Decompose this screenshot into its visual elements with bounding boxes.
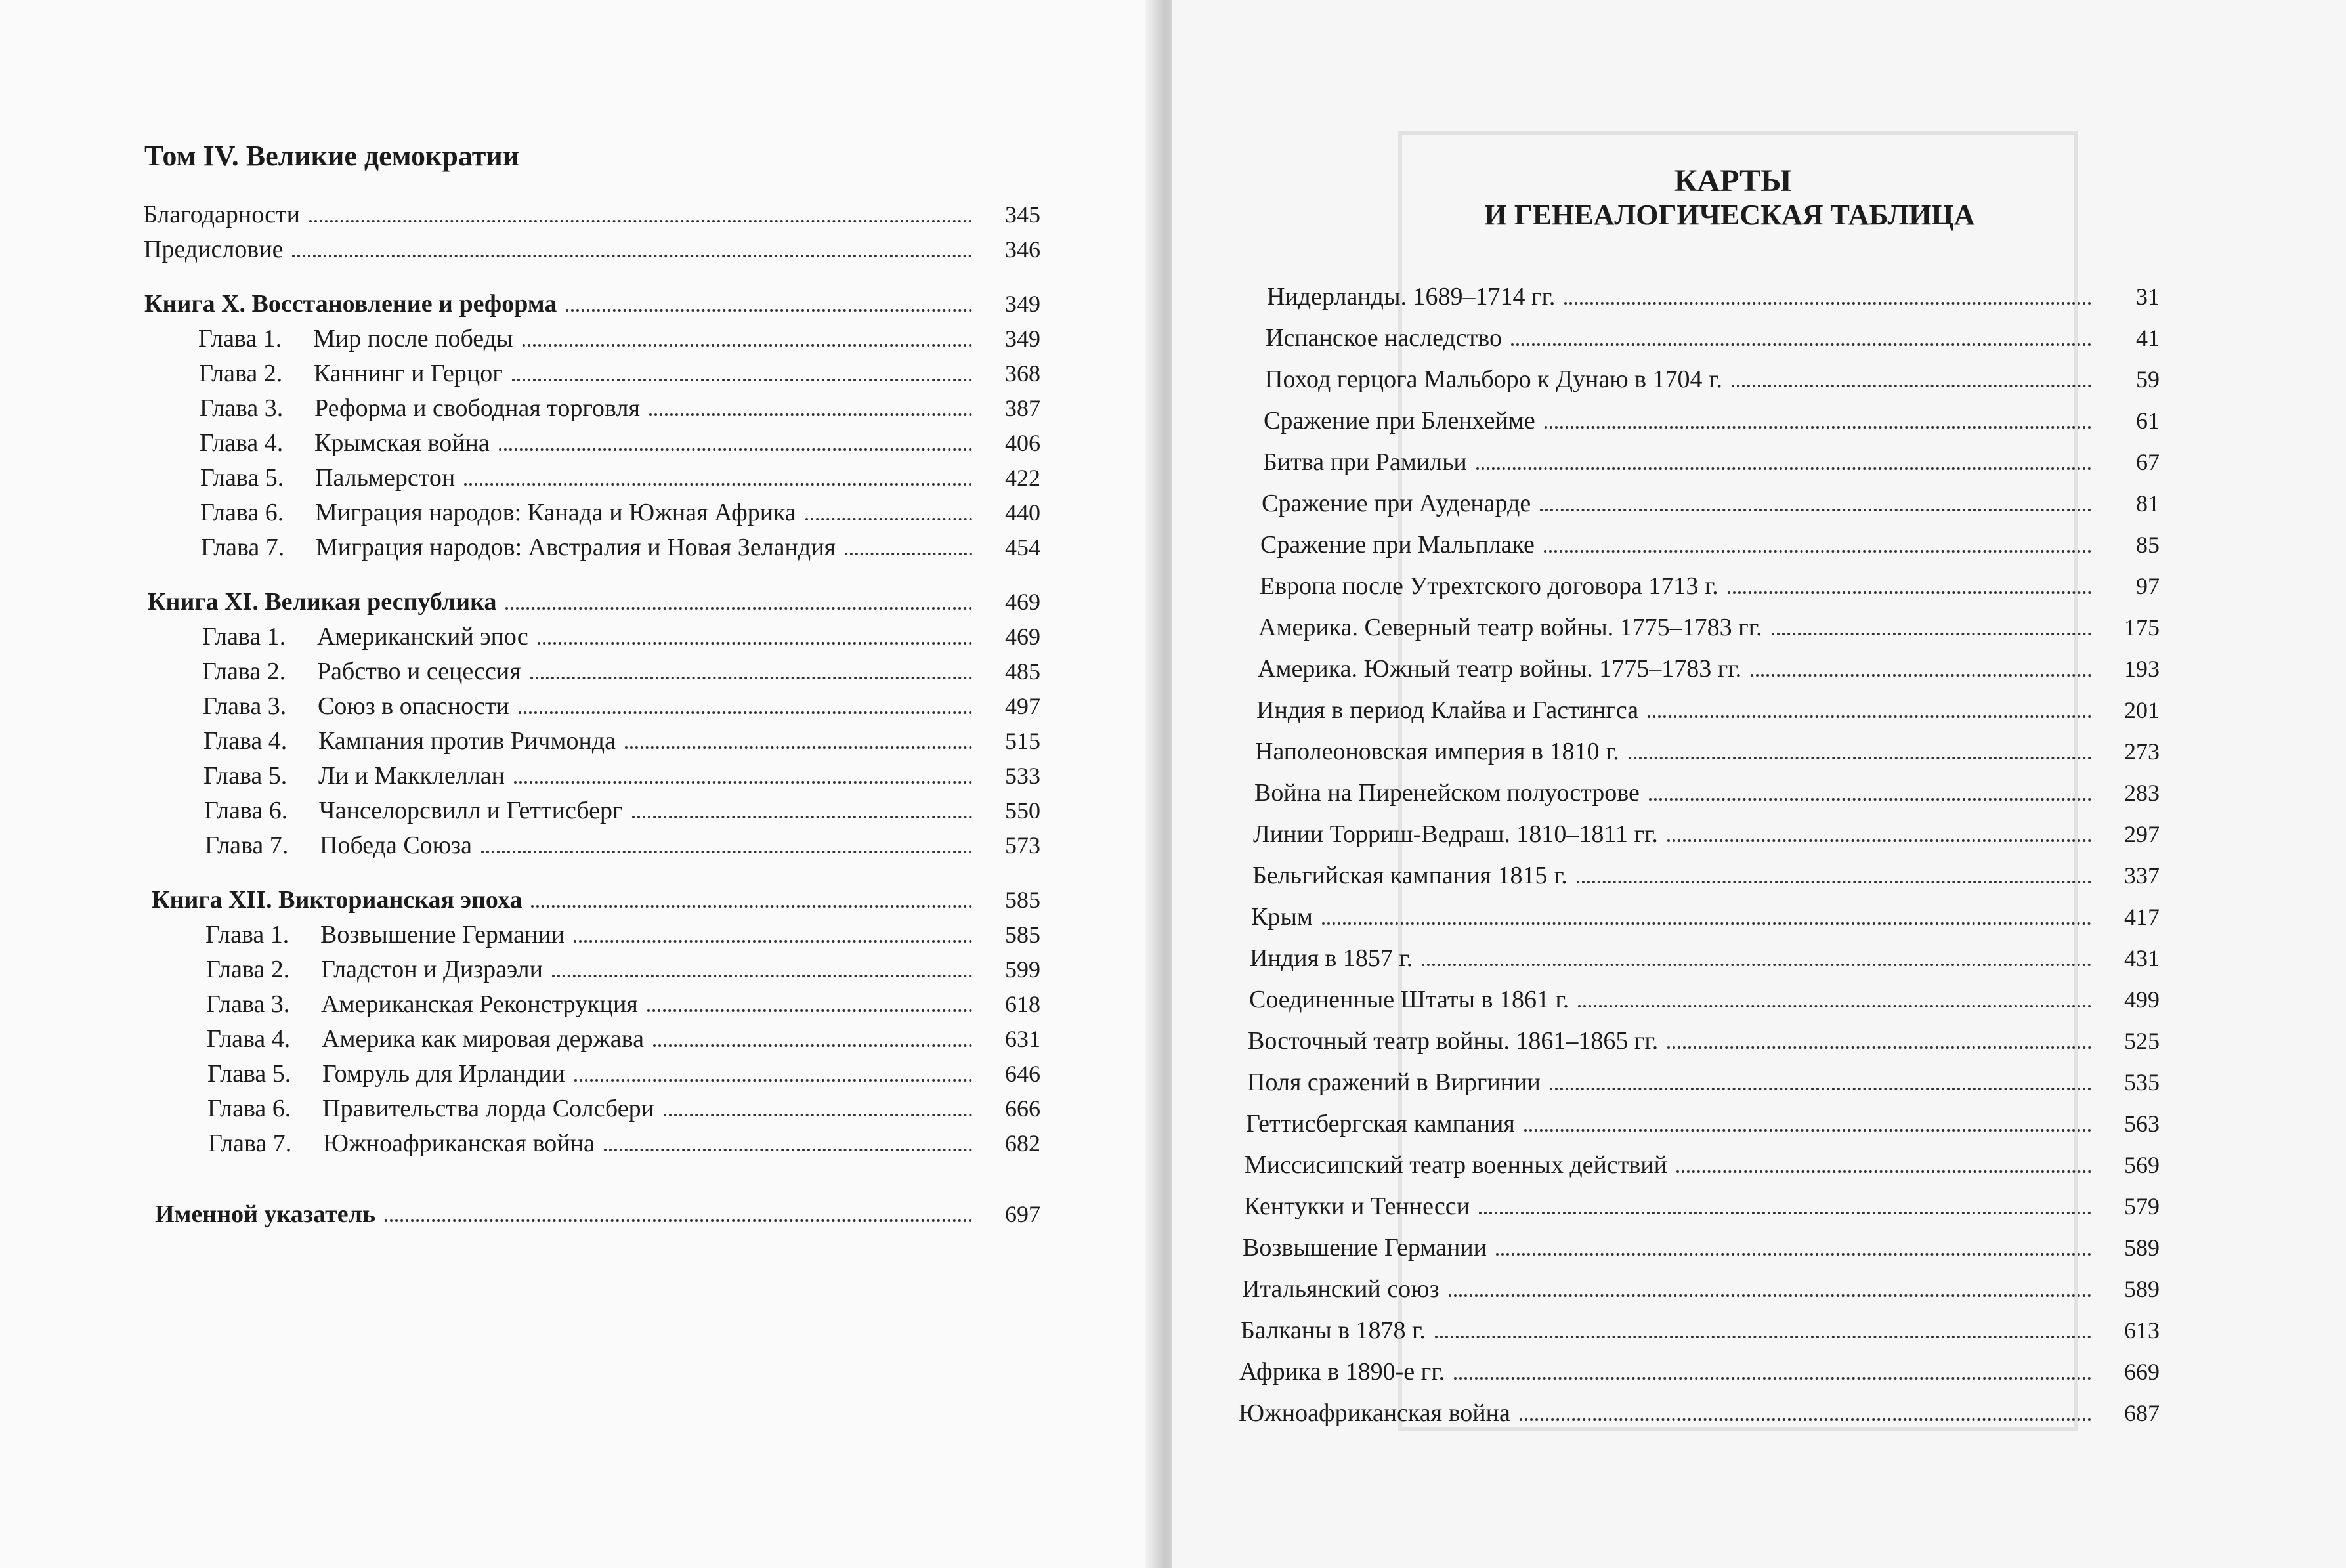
entry-title: Мир после победы — [313, 325, 513, 352]
toc-book-entry — [152, 885, 1040, 914]
entry-title: Итальянский союз — [1242, 1275, 1440, 1303]
entry-title: Чанселорсвилл и Геттисберг — [319, 797, 623, 824]
page-number: 515 — [1005, 728, 1040, 754]
toc-chapter-entry — [205, 831, 1040, 860]
chapter-number: Глава 5. — [200, 464, 284, 492]
dot-leader — [1544, 550, 2091, 553]
entry-title: Америка как мировая держава — [322, 1025, 644, 1053]
toc-chapter-entry — [202, 657, 1040, 686]
page-number: 67 — [2136, 449, 2160, 475]
dot-leader — [1435, 1336, 2091, 1338]
chapter-number: Глава 3. — [203, 692, 287, 720]
page-number: 85 — [2136, 532, 2160, 558]
page-number: 346 — [1005, 236, 1040, 263]
entry-title: Гладстон и Дизраэли — [321, 956, 543, 983]
entry-title: Южноафриканская война — [1239, 1399, 1510, 1427]
page-number: 682 — [1005, 1130, 1040, 1156]
toc-entry — [1249, 985, 2160, 1014]
chapter-number: Глава 5. — [207, 1060, 291, 1088]
page-number: 563 — [2124, 1111, 2160, 1137]
dot-leader — [512, 379, 972, 381]
dot-leader — [632, 816, 972, 818]
page-number: 585 — [1005, 922, 1040, 948]
entry-title: Возвышение Германии — [1243, 1234, 1487, 1261]
dot-leader — [552, 975, 972, 977]
toc-entry — [1262, 489, 2160, 518]
chapter-number: Глава 2. — [199, 360, 283, 387]
dot-leader — [1772, 633, 2091, 635]
toc-book-entry — [148, 587, 1040, 616]
entry-title: Возвышение Германии — [320, 921, 565, 948]
entry-title: Африка в 1890-е гг. — [1239, 1358, 1445, 1386]
dot-leader — [1667, 1046, 2091, 1049]
chapter-number: Глава 7. — [201, 534, 285, 561]
entry-title: Балканы в 1878 г. — [1241, 1317, 1426, 1344]
chapter-number: Глава 5. — [203, 762, 288, 790]
toc-entry — [1241, 1316, 2160, 1345]
toc-entry — [1239, 1357, 2160, 1386]
dot-leader — [625, 746, 972, 749]
left-page-title: Том IV. Великие демократии — [144, 140, 520, 172]
dot-leader — [647, 1009, 972, 1012]
dot-leader — [385, 1219, 972, 1222]
entry-title: Индия в 1857 г. — [1250, 944, 1413, 972]
entry-title: Индия в период Клайва и Гастингса — [1256, 696, 1639, 724]
toc-entry — [144, 235, 1040, 264]
dot-leader — [805, 518, 972, 520]
entry-title: Именной указатель — [155, 1200, 376, 1228]
toc-entry — [1260, 572, 2160, 601]
entry-title: Наполеоновская империя в 1810 г. — [1255, 738, 1619, 765]
page-number: 525 — [2124, 1028, 2160, 1054]
dot-leader — [1578, 1005, 2091, 1007]
page-number: 31 — [2136, 284, 2160, 310]
page-number: 589 — [2124, 1235, 2160, 1261]
dot-leader — [464, 483, 972, 486]
toc-chapter-entry — [200, 498, 1040, 527]
page-number: 406 — [1005, 430, 1040, 456]
page-number: 368 — [1005, 360, 1040, 387]
entry-title: Бельгийская кампания 1815 г. — [1252, 862, 1568, 889]
chapter-number: Глава 1. — [198, 325, 282, 352]
page-number: 349 — [1005, 291, 1040, 317]
toc-entry — [1250, 944, 2160, 973]
page-number: 422 — [1005, 465, 1040, 491]
dot-leader — [1577, 881, 2091, 883]
dot-leader — [1540, 509, 2091, 511]
page-number: 469 — [1005, 624, 1040, 650]
dot-leader — [1550, 1088, 2091, 1090]
page-number: 81 — [2136, 490, 2160, 517]
dot-leader — [1648, 715, 2091, 718]
entry-title: Миссисипский театр военных действий — [1245, 1151, 1667, 1179]
toc-book-entry — [144, 289, 1040, 318]
page-number: 175 — [2124, 614, 2160, 641]
toc-chapter-entry — [199, 359, 1040, 388]
page-number: 431 — [2124, 945, 2160, 971]
entry-title: Правительства лорда Солсбери — [322, 1095, 654, 1122]
toc-chapter-entry — [198, 324, 1040, 353]
page-number: 569 — [2124, 1152, 2160, 1178]
dot-leader — [523, 344, 972, 347]
entry-title: Благодарности — [143, 201, 300, 228]
toc-chapter-entry — [207, 1025, 1040, 1053]
toc-chapter-entry — [205, 920, 1040, 949]
entry-title: Нидерланды. 1689–1714 гг. — [1267, 283, 1556, 310]
dot-leader — [1454, 1377, 2091, 1380]
dot-leader — [1545, 426, 2091, 429]
toc-chapter-entry — [207, 1059, 1040, 1088]
dot-leader — [481, 851, 972, 853]
page-number: 469 — [1005, 589, 1040, 615]
page-number: 669 — [2124, 1359, 2160, 1385]
page-number: 618 — [1005, 991, 1040, 1017]
page-number: 579 — [2124, 1193, 2160, 1219]
page-number: 497 — [1005, 693, 1040, 719]
page-number: 599 — [1005, 956, 1040, 983]
toc-chapter-entry — [200, 463, 1040, 492]
page-number: 454 — [1005, 534, 1040, 561]
entry-title: Союз в опасности — [318, 692, 509, 720]
toc-entry — [1264, 406, 2160, 435]
dot-leader — [530, 677, 972, 679]
toc-chapter-entry — [203, 761, 1040, 790]
toc-chapter-entry — [203, 692, 1040, 721]
dot-leader — [845, 553, 972, 555]
toc-chapter-entry — [206, 955, 1040, 984]
toc-entry — [1265, 365, 2160, 394]
entry-title: Соединенные Штаты в 1861 г. — [1249, 986, 1569, 1013]
page-number: 283 — [2124, 780, 2160, 806]
page-number: 613 — [2124, 1317, 2160, 1344]
dot-leader — [574, 1079, 972, 1082]
toc-entry — [1266, 324, 2160, 352]
dot-leader — [1524, 1129, 2091, 1132]
chapter-number: Глава 6. — [200, 499, 284, 526]
entry-title: Поход герцога Мальборо к Дунаю в 1704 г. — [1265, 366, 1722, 393]
chapter-number: Глава 6. — [207, 1095, 291, 1122]
dot-leader — [1649, 798, 2091, 801]
chapter-number: Глава 4. — [207, 1025, 291, 1053]
page-number: 550 — [1005, 797, 1040, 824]
page-number: 41 — [2136, 325, 2160, 351]
toc-chapter-entry — [200, 394, 1040, 423]
page-number: 193 — [2124, 656, 2160, 682]
page-number: 440 — [1005, 499, 1040, 526]
entry-title: Война на Пиренейском полуострове — [1254, 779, 1640, 807]
dot-leader — [649, 413, 972, 416]
page-number: 535 — [2124, 1069, 2160, 1095]
toc-chapter-entry — [201, 533, 1040, 562]
dot-leader — [1511, 343, 2091, 346]
entry-title: Линии Торриш-Ведраш. 1810–1811 гг. — [1253, 820, 1658, 848]
page-number: 61 — [2136, 408, 2160, 434]
dot-leader — [309, 220, 972, 222]
page-number: 273 — [2124, 738, 2160, 765]
dot-leader — [664, 1114, 972, 1116]
dot-leader — [1479, 1212, 2091, 1214]
dot-leader — [499, 448, 972, 451]
dot-leader — [1476, 467, 2091, 470]
entry-title: Америка. Северный театр войны. 1775–1783 гг. — [1258, 614, 1762, 641]
dot-leader — [514, 781, 972, 784]
dot-leader — [519, 711, 972, 714]
chapter-number: Глава 3. — [206, 990, 290, 1018]
dot-leader — [574, 940, 972, 943]
toc-entry — [1246, 1109, 2160, 1138]
dot-leader — [531, 905, 972, 908]
toc-chapter-entry — [203, 727, 1040, 755]
chapter-number: Глава 1. — [202, 623, 286, 650]
toc-book-entry — [155, 1200, 1040, 1229]
page-number: 631 — [1005, 1026, 1040, 1052]
entry-title: Книга XI. Великая республика — [148, 588, 497, 616]
page-number: 499 — [2124, 986, 2160, 1013]
chapter-number: Глава 4. — [200, 429, 284, 457]
entry-title: Америка. Южный театр войны. 1775–1783 гг. — [1258, 655, 1742, 683]
right-page-title-line2: И ГЕНЕАЛОГИЧЕСКАЯ ТАБЛИЦА — [1484, 199, 1975, 231]
entry-title: Американский эпос — [317, 623, 528, 650]
entry-title: Поля сражений в Виргинии — [1247, 1069, 1541, 1096]
toc-entry — [1243, 1233, 2160, 1262]
entry-title: Реформа и свободная торговля — [314, 394, 640, 422]
entry-title: Пальмерстон — [315, 464, 456, 492]
page-number: 345 — [1005, 201, 1040, 228]
entry-title: Кентукки и Теннесси — [1244, 1193, 1470, 1220]
entry-title: Миграция народов: Австралия и Новая Зеландия — [316, 534, 836, 561]
dot-leader — [538, 642, 972, 645]
page-number: 585 — [1005, 887, 1040, 913]
page-number: 337 — [2124, 862, 2160, 889]
page-number: 589 — [2124, 1276, 2160, 1302]
entry-title: Сражение при Бленхейме — [1264, 407, 1535, 434]
page-number: 666 — [1005, 1095, 1040, 1122]
dot-leader — [1728, 591, 2091, 594]
chapter-number: Глава 7. — [205, 832, 289, 859]
toc-entry — [1247, 1068, 2160, 1097]
dot-leader — [566, 309, 972, 312]
dot-leader — [505, 607, 972, 610]
right-page-title-line1: КАРТЫ — [1674, 163, 1792, 198]
dot-leader — [1322, 922, 2091, 925]
chapter-number: Глава 7. — [208, 1130, 292, 1157]
toc-entry — [1253, 820, 2160, 849]
toc-entry — [1251, 902, 2160, 931]
toc-entry — [1258, 613, 2160, 642]
dot-leader — [1496, 1253, 2091, 1256]
toc-entry — [1254, 778, 2160, 807]
page-number: 687 — [2124, 1400, 2160, 1426]
entry-title: Битва при Рамильи — [1263, 448, 1467, 476]
toc-entry — [1267, 282, 2160, 311]
dot-leader — [604, 1149, 972, 1151]
toc-entry — [1252, 861, 2160, 890]
page-number: 697 — [1005, 1201, 1040, 1227]
toc-chapter-entry — [202, 622, 1040, 651]
dot-leader — [1520, 1418, 2091, 1421]
page-number: 573 — [1005, 832, 1040, 858]
entry-title: Крым — [1251, 903, 1313, 931]
toc-entry — [1245, 1151, 2160, 1179]
entry-title: Восточный театр войны. 1861–1865 гг. — [1248, 1027, 1659, 1055]
entry-title: Геттисбергская кампания — [1246, 1110, 1515, 1137]
toc-entry — [1239, 1399, 2160, 1428]
chapter-number: Глава 2. — [202, 658, 286, 685]
dot-leader — [1751, 674, 2091, 677]
dot-leader — [292, 255, 972, 257]
toc-entry — [143, 200, 1040, 229]
page-number: 59 — [2136, 366, 2160, 392]
chapter-number: Глава 3. — [200, 394, 284, 422]
entry-title: Кампания против Ричмонда — [318, 727, 616, 755]
entry-title: Американская Реконструкция — [321, 990, 638, 1018]
left-page — [0, 0, 1168, 1568]
entry-title: Ли и Макклеллан — [318, 762, 505, 790]
chapter-number: Глава 2. — [206, 956, 290, 983]
page-number: 97 — [2136, 573, 2160, 599]
dot-leader — [653, 1044, 972, 1047]
page-number: 297 — [2124, 821, 2160, 847]
page-number: 387 — [1005, 395, 1040, 421]
page-number: 349 — [1005, 326, 1040, 352]
dot-leader — [1732, 385, 2091, 387]
page-number: 646 — [1005, 1061, 1040, 1087]
dot-leader — [1564, 302, 2091, 305]
toc-entry — [1258, 654, 2160, 683]
entry-title: Рабство и сецессия — [317, 658, 521, 685]
entry-title: Испанское наследство — [1266, 324, 1502, 352]
dot-leader — [1667, 839, 2091, 842]
toc-entry — [1256, 696, 2160, 725]
entry-title: Европа после Утрехтского договора 1713 г. — [1260, 572, 1718, 600]
entry-title: Книга XII. Викторианская эпоха — [152, 886, 523, 914]
entry-title: Книга X. Восстановление и реформа — [144, 290, 557, 318]
page-number: 201 — [2124, 697, 2160, 723]
dot-leader — [1629, 757, 2091, 759]
entry-title: Сражение при Мальплаке — [1260, 531, 1535, 559]
toc-chapter-entry — [204, 796, 1040, 825]
toc-entry — [1248, 1027, 2160, 1055]
chapter-number: Глава 6. — [204, 797, 288, 824]
toc-entry — [1242, 1275, 2160, 1303]
entry-title: Крымская война — [314, 429, 490, 457]
page-number: 485 — [1005, 658, 1040, 685]
toc-entry — [1244, 1192, 2160, 1221]
chapter-number: Глава 1. — [205, 921, 289, 948]
page-number: 533 — [1005, 763, 1040, 789]
entry-title: Предисловие — [144, 236, 284, 263]
entry-title: Сражение при Ауденарде — [1262, 490, 1531, 517]
toc-chapter-entry — [200, 429, 1040, 457]
toc-entry — [1263, 448, 2160, 477]
dot-leader — [1422, 964, 2091, 966]
toc-entry — [1260, 530, 2160, 559]
toc-chapter-entry — [207, 1094, 1040, 1123]
entry-title: Южноафриканская война — [323, 1130, 595, 1157]
dot-leader — [1449, 1294, 2091, 1297]
page-number: 417 — [2124, 904, 2160, 930]
entry-title: Победа Союза — [320, 832, 472, 859]
dot-leader — [1676, 1170, 2091, 1173]
toc-chapter-entry — [208, 1129, 1040, 1158]
entry-title: Миграция народов: Канада и Южная Африка — [315, 499, 796, 526]
entry-title: Каннинг и Герцог — [314, 360, 503, 387]
chapter-number: Глава 4. — [203, 727, 288, 755]
entry-title: Гомруль для Ирландии — [322, 1060, 565, 1088]
toc-entry — [1255, 737, 2160, 766]
toc-chapter-entry — [206, 990, 1040, 1019]
